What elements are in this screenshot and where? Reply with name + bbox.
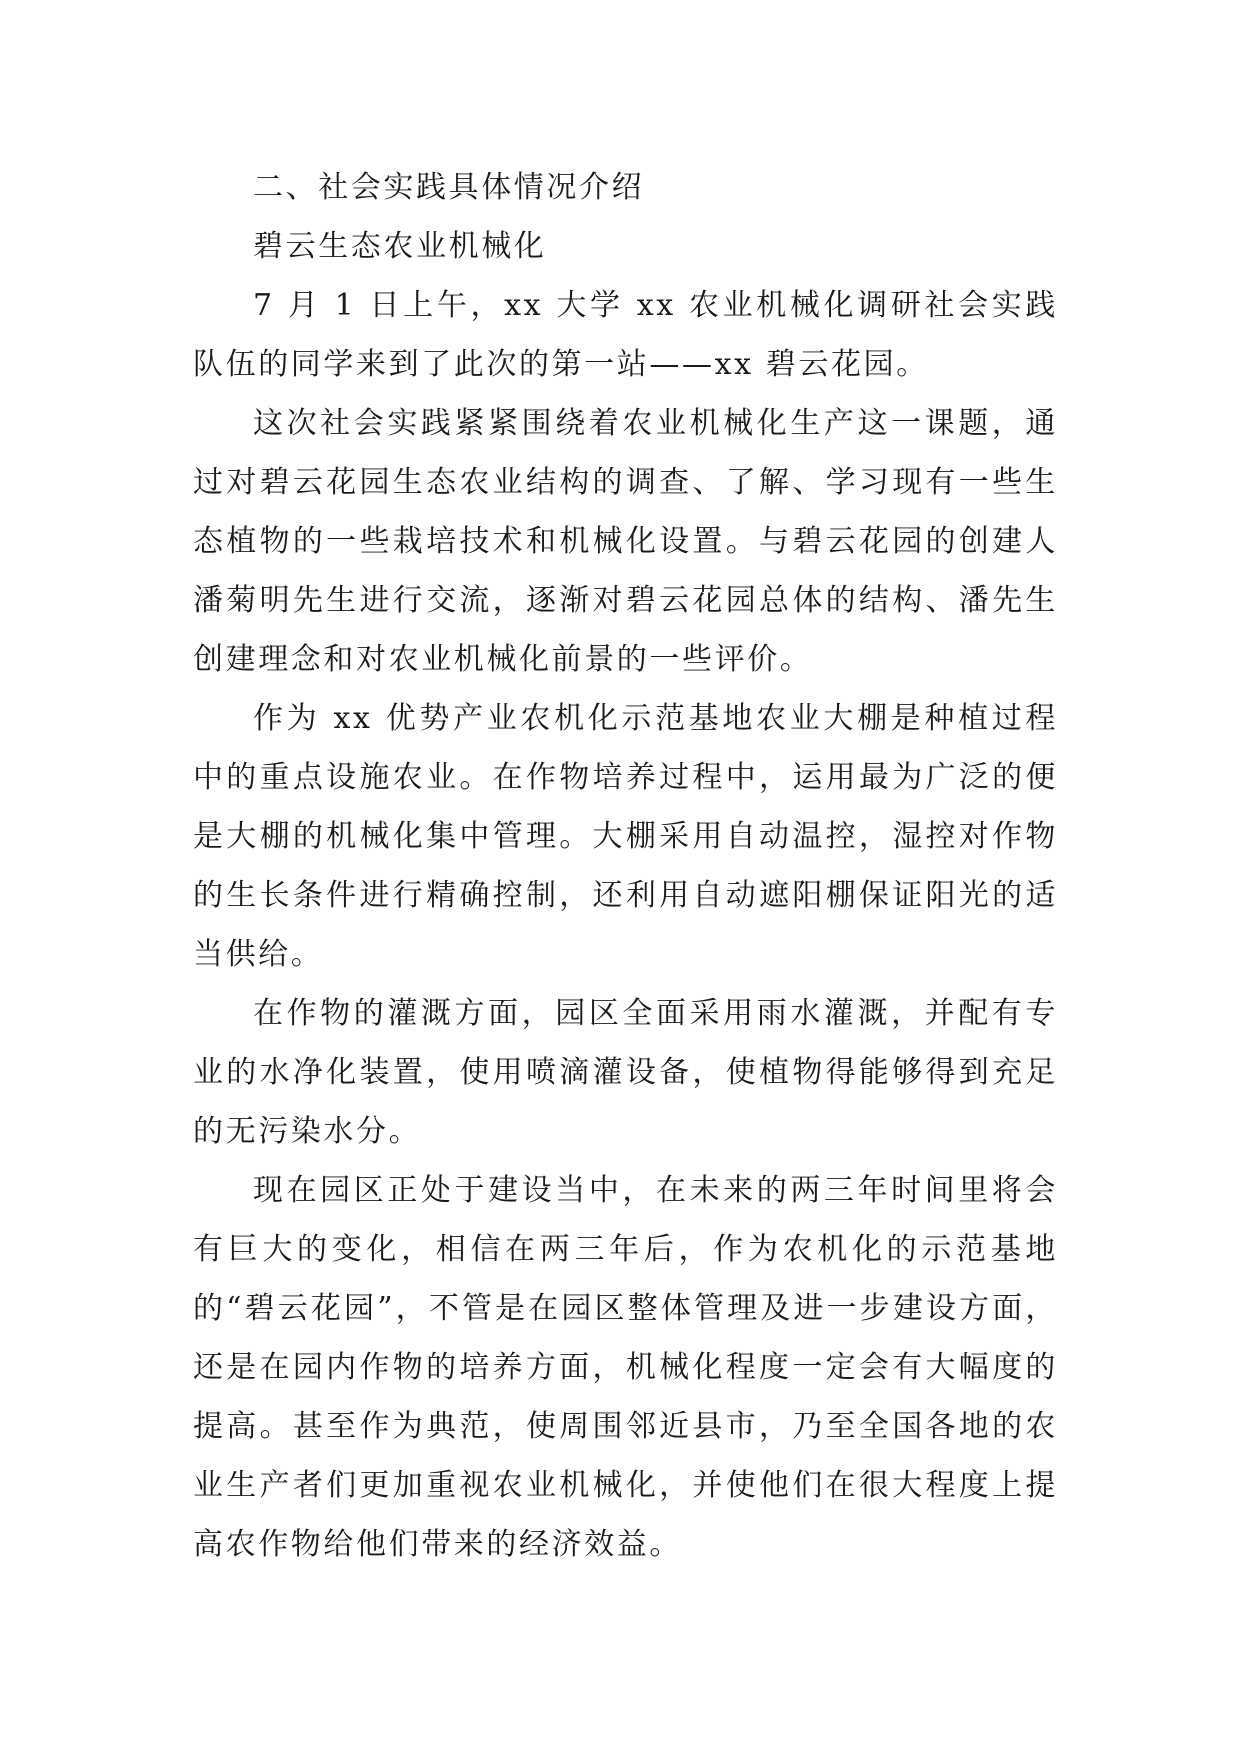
- document-body: [193, 158, 1058, 1574]
- paragraph-outlook: 现在园区正处于建设当中，在未来的两三年时间里将会有巨大的变化，相信在两三年后，作为农机化的示范基地的“碧云花园”，不管是在园区整体管理及进一步建设方面，还是在园内作物的培养方面，机械化程度一定会有大幅度的提高。甚至作为典范，使周围邻近县市，乃至全国各地的农业生产者们更加重视农业机械化，并使他们在很大程度上提高农作物给他们带来的经济效益。: [193, 1173, 1058, 1562]
- paragraph-greenhouse: 作为 xx 优势产业农机化示范基地农业大棚是种植过程中的重点设施农业。在作物培养过程中，运用最为广泛的便是大棚的机械化集中管理。大棚采用自动温控，湿控对作物的生长条件进行精确控制，还利用自动遮阳棚保证阳光的适当供给。: [193, 701, 1058, 972]
- paragraph-purpose: 这次社会实践紧紧围绕着农业机械化生产这一课题，通过对碧云花园生态农业结构的调查、了解、学习现有一些生态植物的一些栽培技术和机械化设置。与碧云花园的创建人潘菊明先生进行交流，逐渐对碧云花园总体的结构、潘先生创建理念和对农业机械化前景的一些评价。: [193, 406, 1058, 677]
- subheading: 碧云生态农业机械化: [253, 229, 547, 264]
- paragraph-irrigation: 在作物的灌溉方面，园区全面采用雨水灌溉，并配有专业的水净化装置，使用喷滴灌设备，使植物得能够得到充足的无污染水分。: [193, 996, 1058, 1149]
- section-heading: 二、社会实践具体情况介绍: [253, 170, 645, 205]
- paragraph-visit: 7 月 1 日上午，xx 大学 xx 农业机械化调研社会实践队伍的同学来到了此次的第一站——xx 碧云花园。: [193, 288, 1058, 382]
